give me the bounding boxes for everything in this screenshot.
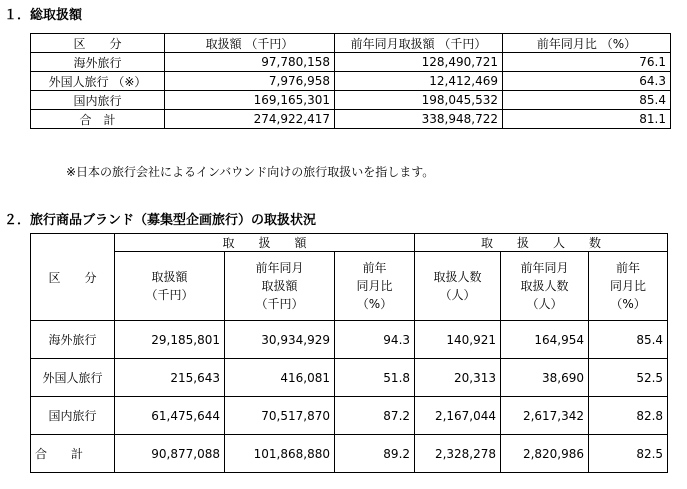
- table-cell: 51.8: [335, 359, 415, 397]
- table-cell: 2,167,044: [415, 397, 501, 435]
- sub-header: 取扱人数 （人）: [415, 252, 501, 321]
- row-label: 国内旅行: [31, 91, 165, 110]
- footnote: ※日本の旅行会社によるインバウンド向けの旅行取扱いを指します。: [66, 165, 435, 179]
- table-row: [31, 91, 671, 110]
- table-cell: 97,780,158: [165, 53, 335, 72]
- group-header-row: [31, 234, 668, 252]
- row-label: 外国人旅行 （※）: [31, 72, 165, 91]
- section2-title: ２．旅行商品ブランド（募集型企画旅行）の取扱状況: [4, 213, 317, 228]
- table-cell: 87.2: [335, 397, 415, 435]
- table-cell: 70,517,870: [225, 397, 335, 435]
- table-cell: 29,185,801: [115, 321, 225, 359]
- table-row: [31, 321, 668, 359]
- table-cell: 30,934,929: [225, 321, 335, 359]
- table-row: [31, 72, 671, 91]
- column-header: 前年同月取扱額 （千円）: [335, 34, 503, 53]
- table-row: [31, 359, 668, 397]
- table-cell: 198,045,532: [335, 91, 503, 110]
- table-cell: 12,412,469: [335, 72, 503, 91]
- table-cell: 140,921: [415, 321, 501, 359]
- table-cell: 85.4: [503, 91, 671, 110]
- section1-title: １．総取扱額: [4, 8, 83, 23]
- table-cell: 81.1: [503, 110, 671, 129]
- table-cell: 94.3: [335, 321, 415, 359]
- table-cell: 64.3: [503, 72, 671, 91]
- row-label: 合 計: [31, 110, 165, 129]
- sub-header: 取扱額 （千円）: [115, 252, 225, 321]
- table-row: [31, 435, 668, 473]
- group-header-amount: 取 扱 額: [115, 234, 415, 252]
- column-header: 区 分: [31, 34, 165, 53]
- table-cell: 82.5: [589, 435, 668, 473]
- row-label: 国内旅行: [31, 397, 115, 435]
- table-cell: 85.4: [589, 321, 668, 359]
- total-sales-table: [30, 33, 671, 129]
- table-cell: 52.5: [589, 359, 668, 397]
- column-header: 取扱額 （千円）: [165, 34, 335, 53]
- table-cell: 89.2: [335, 435, 415, 473]
- brand-sales-table: [30, 233, 668, 473]
- sub-header-row: [31, 252, 668, 321]
- row-label: 海外旅行: [31, 321, 115, 359]
- table-header-row: [31, 34, 671, 53]
- table-cell: 38,690: [501, 359, 589, 397]
- table-cell: 76.1: [503, 53, 671, 72]
- table-row: [31, 110, 671, 129]
- sub-header: 前年 同月比 （%）: [335, 252, 415, 321]
- sub-header: 前年同月 取扱額 （千円）: [225, 252, 335, 321]
- table-cell: 416,081: [225, 359, 335, 397]
- table-cell: 82.8: [589, 397, 668, 435]
- sub-header: 前年同月 取扱人数 （人）: [501, 252, 589, 321]
- row-label: 海外旅行: [31, 53, 165, 72]
- row-label: 合 計: [31, 435, 115, 473]
- table-cell: 61,475,644: [115, 397, 225, 435]
- table-cell: 169,165,301: [165, 91, 335, 110]
- table-row: [31, 53, 671, 72]
- column-header: 前年同月比 （%）: [503, 34, 671, 53]
- table-cell: 2,328,278: [415, 435, 501, 473]
- table-cell: 2,820,986: [501, 435, 589, 473]
- table-cell: 164,954: [501, 321, 589, 359]
- table-cell: 7,976,958: [165, 72, 335, 91]
- table-cell: 90,877,088: [115, 435, 225, 473]
- table-cell: 20,313: [415, 359, 501, 397]
- table-cell: 2,617,342: [501, 397, 589, 435]
- sub-header: 前年 同月比 （%）: [589, 252, 668, 321]
- table-cell: 215,643: [115, 359, 225, 397]
- table-cell: 101,868,880: [225, 435, 335, 473]
- table-cell: 274,922,417: [165, 110, 335, 129]
- table-row: [31, 397, 668, 435]
- group-header-people: 取 扱 人 数: [415, 234, 668, 252]
- row-header: 区 分: [31, 234, 115, 321]
- table-cell: 338,948,722: [335, 110, 503, 129]
- row-label: 外国人旅行: [31, 359, 115, 397]
- table-cell: 128,490,721: [335, 53, 503, 72]
